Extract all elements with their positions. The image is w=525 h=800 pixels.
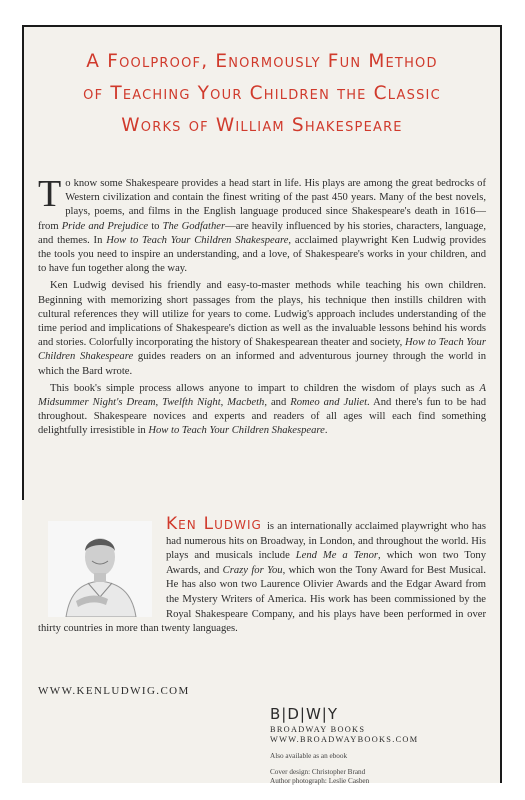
ebook-note: Also available as an ebook (270, 752, 348, 760)
publisher-logo: B|D|W|Y (270, 705, 338, 723)
author-bio: Ken Ludwig is an internationally acclaimed playwright who has had numerous hits on Broadway, in London, and throughout the world. His plays and musicals include Lend Me a Tenor, which won two Tony Awards, and Crazy for You, which won the Tony Award for Best Musical. He has also won two Laurence Olivier Awards and the Edgar Award from the Mystery Writers of America. His work has been commissioned by the Royal Shakespeare Company, and his plays have been performed in over thirty countries in more than twenty languages. (38, 514, 486, 635)
description-paragraph-3: This book's simple process allows anyone to impart to children the wisdom of plays such as A Midsummer Night's Dream, Twelfth Night, Macbeth, and Romeo and Juliet. And there's fun to be had throughout. Shakespeare novices and experts and readers of all ages will each find something delightfully irresistible in How to Teach Your Children Shakespeare. (38, 382, 487, 437)
description-text (38, 173, 487, 442)
drop-cap: T (38, 173, 62, 215)
author-photo (48, 521, 152, 617)
publisher-name: BROADWAY BOOKS (270, 725, 366, 734)
author-name: Ken Ludwig (166, 514, 262, 534)
border-rule-left (22, 25, 24, 500)
author-website: WWW.KENLUDWIG.COM (38, 685, 190, 697)
publisher-block (270, 705, 490, 786)
publisher-url: WWW.BROADWAYBOOKS.COM (270, 735, 419, 744)
headline-line-1: A Foolproof, Enormously Fun Method (86, 51, 438, 72)
border-rule-right (500, 25, 502, 783)
description-paragraph-2: Ken Ludwig devised his friendly and easy-to-master methods while teaching his own children. Beginning with memorizing short passages from the plays, his technique then instills children with cultural references they will utilize for years to come. Ludwig's approach includes understanding of the time period and implications of Shakespeare's diction as well as the invaluable lessons behind his words and stories. Colorfully incorporating the history of Shakespearean theater and society, How to Teach Your Children Shakespeare guides readers on an informed and adventurous journey through the world in which the Bard wrote. (38, 280, 487, 377)
border-rule-top (22, 25, 502, 27)
headline-line-2: of Teaching Your Children the Classic (83, 83, 441, 104)
author-portrait-icon (48, 521, 152, 617)
description-paragraph-1: To know some Shakespeare provides a head start in life. His plays are among the great bedrocks of Western civilization and contain the finest writing of the past 450 years. Many of the best novels, plays, poems, and films in the English language produced since Shakespeare's death in 1616—from Pride and Prejudice to The Godfather—are heavily influenced by his stories, characters, language, and themes. In How to Teach Your Children Shakespeare, acclaimed playwright Ken Ludwig provides the tools you need to inspire an understanding, and a love, of Shakespeare's works in your children, and to have fun together along the way. (38, 173, 486, 275)
headline-line-3: Works of William Shakespeare (121, 115, 403, 136)
author-photo-credit: Author photograph: Leslie Casben (270, 777, 370, 785)
headline (34, 46, 490, 142)
cover-design-credit: Cover design: Christopher Brand (270, 768, 366, 776)
